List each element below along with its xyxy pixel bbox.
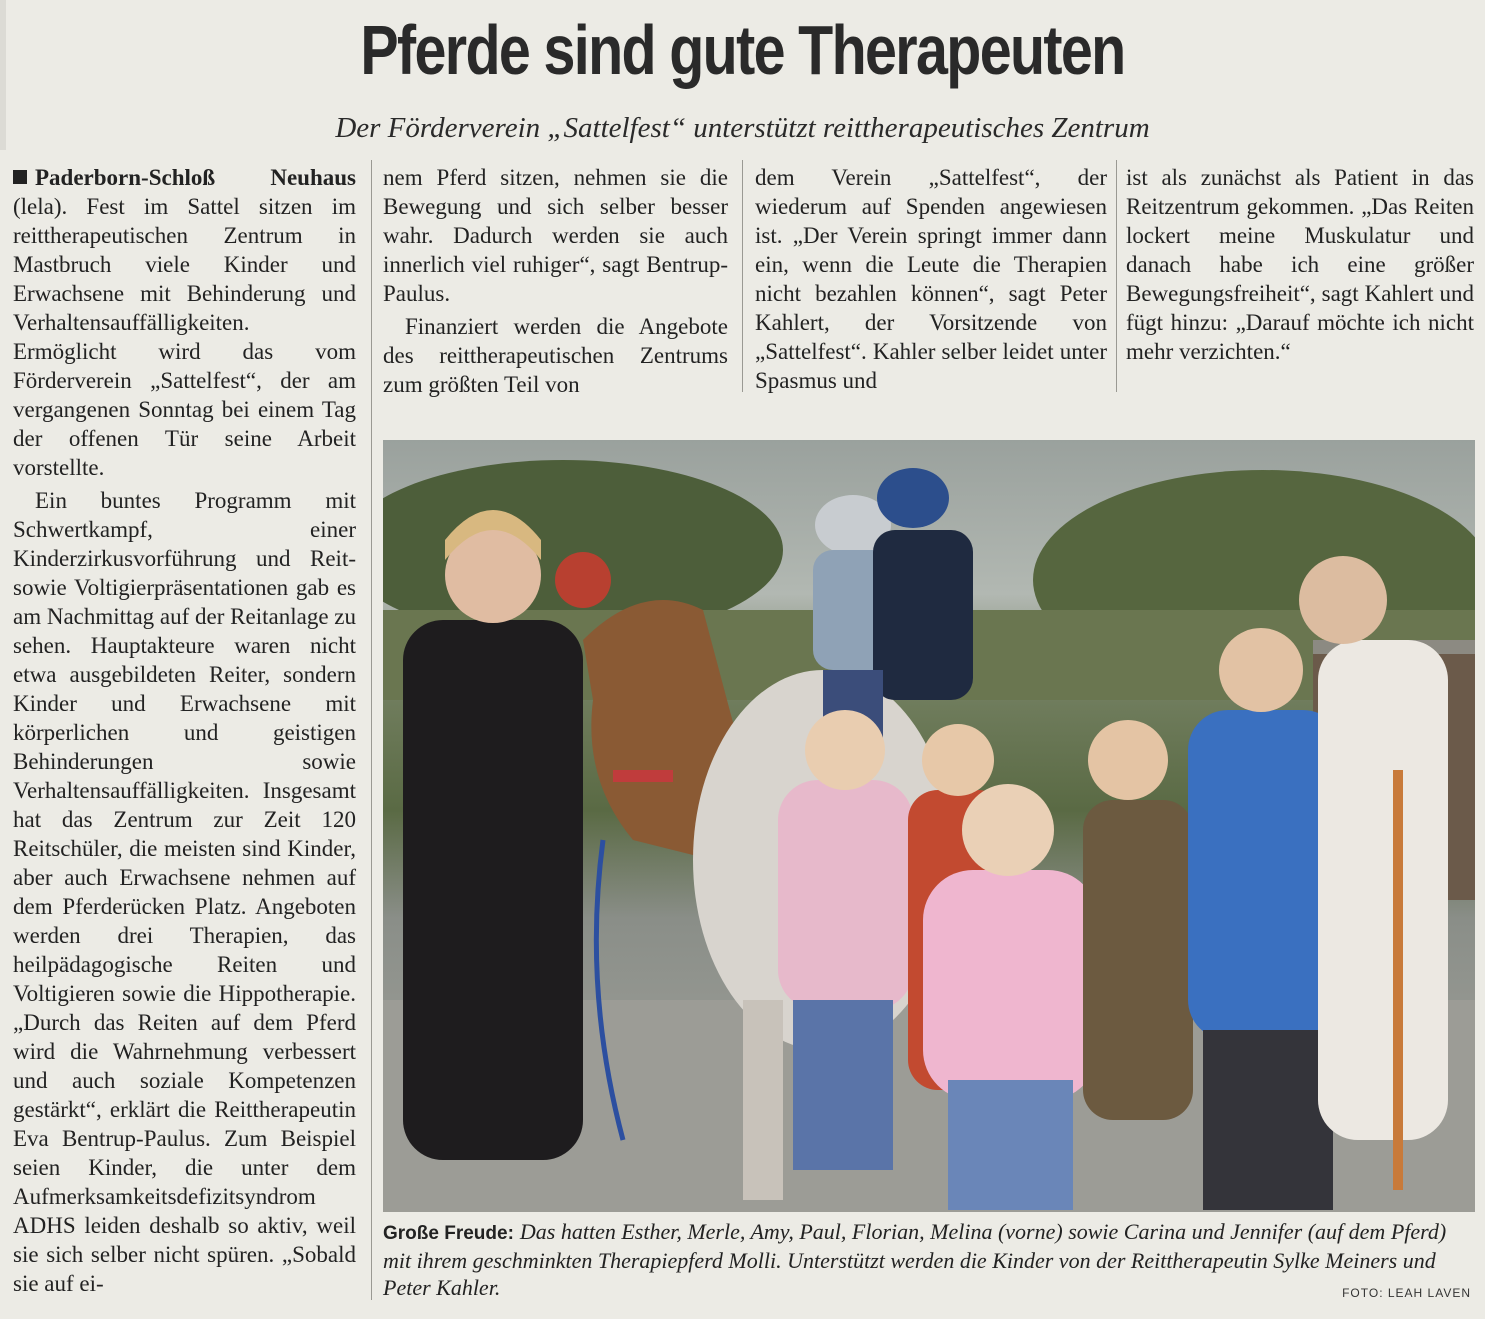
- child-pink-sweater: [923, 870, 1098, 1100]
- col1-paragraph-1: (lela). Fest im Sattel sitzen im reittherapeutischen Zentrum in Mastbruch viele Kinder und Erwachsene mit Behinderung und Verhaltensauffälligkeiten. Ermöglicht wird das vom Förderverein „Sattelfest“, der am vergangenen Sonntag bei einem Tag der offenen Tür seine Arbeit vorstellte.: [13, 194, 356, 480]
- child-face: [1219, 628, 1303, 712]
- headline: Pferde sind gute Therapeuten: [360, 11, 1125, 89]
- col2-paragraph-2: Finanziert werden die Angebote des reittherapeutischen Zentrums zum größten Teil von: [383, 314, 728, 397]
- dateline: Paderborn-Schloß Neuhaus: [35, 165, 356, 190]
- child-brown-jacket: [1083, 800, 1193, 1120]
- article-column-1: [13, 163, 356, 1298]
- photo-credit: FOTO: LEAH LAVEN: [1342, 1286, 1471, 1300]
- caption-label: Große Freude:: [383, 1223, 514, 1244]
- column-divider: [1116, 160, 1117, 392]
- caption-text: Das hatten Esther, Merle, Amy, Paul, Florian, Melina (vorne) sowie Carina und Jennifer (auf dem Pferd) mit ihrem geschminkten Therapiepferd Molli. Unterstützt werden die Kinder von der Reittherapeutin Sylke Meiners und Peter Kahler.: [383, 1219, 1447, 1300]
- subheadline: Der Förderverein „Sattelfest“ unterstützt reittherapeutisches Zentrum: [335, 112, 1150, 144]
- riding-helmet: [877, 468, 949, 528]
- child-dark-pants: [1203, 1030, 1333, 1210]
- therapist-person: [403, 620, 583, 1160]
- article-column-2: [383, 163, 728, 399]
- col3-paragraph-1: dem Verein „Sattelfest“, der wiederum auf Spenden angewiesen ist. „Der Verein springt immer dann ein, wenn die Leute die Therapien nicht bezahlen können“, sagt Peter Kahlert, der Vorsitzende von „Sattelfest“. Kahler selber leidet unter Spasmus und: [755, 165, 1107, 393]
- column-divider: [371, 160, 372, 1300]
- horse-leg: [743, 1000, 783, 1200]
- child-face: [922, 724, 994, 796]
- child-on-horse: [873, 530, 973, 700]
- child-face: [805, 710, 885, 790]
- child-face: [1088, 720, 1168, 800]
- horse-halter: [613, 770, 673, 782]
- child-jeans: [948, 1080, 1073, 1210]
- child-face: [962, 784, 1054, 876]
- col2-paragraph-1: nem Pferd sitzen, nehmen sie die Bewegung und sich selber besser wahr. Dadurch werden sie auch innerlich viel ruhiger“, sagt Bentrup-Paulus.: [383, 165, 728, 306]
- crutch: [1393, 770, 1403, 1190]
- photo-caption: [383, 1218, 1475, 1301]
- column-divider: [742, 160, 743, 392]
- article-photo: [383, 440, 1475, 1212]
- col4-paragraph-1: ist als zunächst als Patient in das Reitzentrum gekommen. „Das Reiten lockert meine Muskulatur und danach habe ich eine größer Bewegungsfreiheit“, sagt Kahlert und fügt hinzu: „Darauf möchte ich nicht mehr verzichten.“: [1126, 165, 1474, 364]
- child-pink-jacket: [778, 780, 913, 1010]
- child-jeans: [793, 1000, 893, 1170]
- photo-illustration: [383, 440, 1475, 1212]
- dateline-square-icon: [13, 170, 27, 184]
- col1-paragraph-2: Ein buntes Programm mit Schwertkampf, einer Kinderzirkusvorführung und Reit- sowie Voltigierpräsentationen gab es am Nachmittag auf der Reitanlage zu sehen. Hauptakteure waren nicht etwa ausgebildeten Reiter, sondern Kinder und Erwachsene mit körperlichen und geistigen Behinderungen sowie Verhaltensauffälligkeiten. Insgesamt hat das Zentrum zur Zeit 120 Reitschüler, die meisten sind Kinder, aber auch Erwachsene nehmen auf dem Pferderücken Platz. Angeboten werden drei Therapien, das heilpädagogische Reiten und Voltigieren sowie die Hippotherapie. „Durch das Reiten auf dem Pferd wird die Wahrnehmung verbessert und auch soziale Kompetenzen gestärkt“, erklärt die Reittherapeutin Eva Bentrup-Paulus. Zum Beispiel seien Kinder, die unter dem Aufmerksamkeitsdefizitsyndrom ADHS leiden deshalb so aktiv, weil sie sich selber nicht spüren. „Sobald sie auf ei-: [13, 488, 356, 1296]
- man-face: [1299, 556, 1387, 644]
- man-white-jacket: [1318, 640, 1448, 1140]
- article-column-4: [1126, 163, 1474, 366]
- article-column-3: [755, 163, 1107, 395]
- horse-flower-decoration: [555, 552, 611, 608]
